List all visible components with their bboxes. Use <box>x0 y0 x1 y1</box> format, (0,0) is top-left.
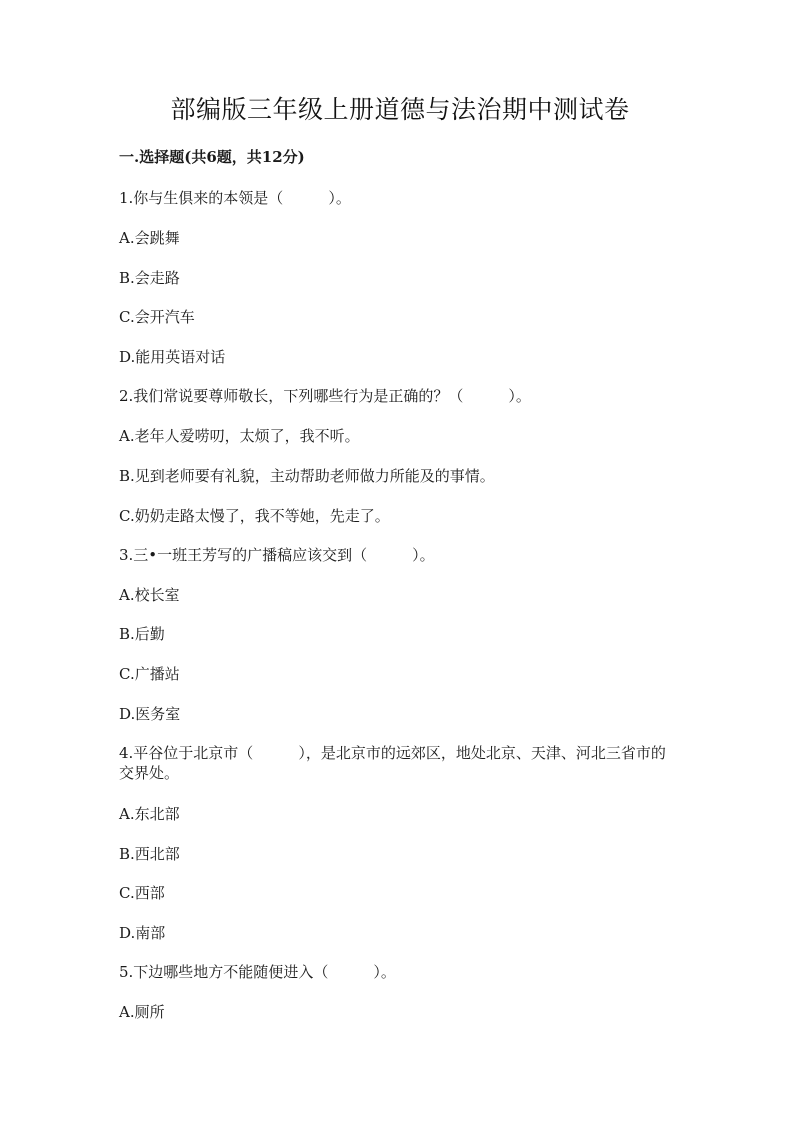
question-3-option-c: C.广播站 <box>119 665 180 683</box>
question-4-option-c: C.西部 <box>119 884 165 902</box>
question-4-option-d: D.南部 <box>119 924 166 942</box>
question-4-option-a: A.东北部 <box>119 805 180 823</box>
question-1-option-c: C.会开汽车 <box>119 308 195 326</box>
question-1-option-d: D.能用英语对话 <box>119 348 226 366</box>
question-2-stem: 2.我们常说要尊师敬长，下列哪些行为是正确的？（ ）。 <box>119 387 531 405</box>
question-4-option-b: B.西北部 <box>119 845 180 863</box>
question-3-option-b: B.后勤 <box>119 625 165 643</box>
page-title: 部编版三年级上册道德与法治期中测试卷 <box>170 95 630 124</box>
question-1-option-b: B.会走路 <box>119 269 180 287</box>
question-5-stem: 5.下边哪些地方不能随便进入（ ）。 <box>119 963 396 981</box>
question-3-stem: 3.三•一班王芳写的广播稿应该交到（ ）。 <box>119 546 435 564</box>
section-heading: 一.选择题(共6题，共12分) <box>119 148 305 166</box>
question-3-option-d: D.医务室 <box>119 705 181 723</box>
question-1-stem: 1.你与生俱来的本领是（ ）。 <box>119 189 351 207</box>
question-3-option-a: A.校长室 <box>119 586 180 604</box>
question-2-option-c: C.奶奶走路太慢了，我不等她，先走了。 <box>119 507 390 525</box>
question-5-option-a: A.厕所 <box>119 1003 165 1021</box>
question-2-option-a: A.老年人爱唠叨，太烦了，我不听。 <box>119 427 360 445</box>
question-1-option-a: A.会跳舞 <box>119 229 180 247</box>
question-4-stem: 4.平谷位于北京市（ ），是北京市的远郊区，地处北京、天津、河北三省市的交界处。 <box>119 744 666 782</box>
question-2-option-b: B.见到老师要有礼貌，主动帮助老师做力所能及的事情。 <box>119 467 495 485</box>
